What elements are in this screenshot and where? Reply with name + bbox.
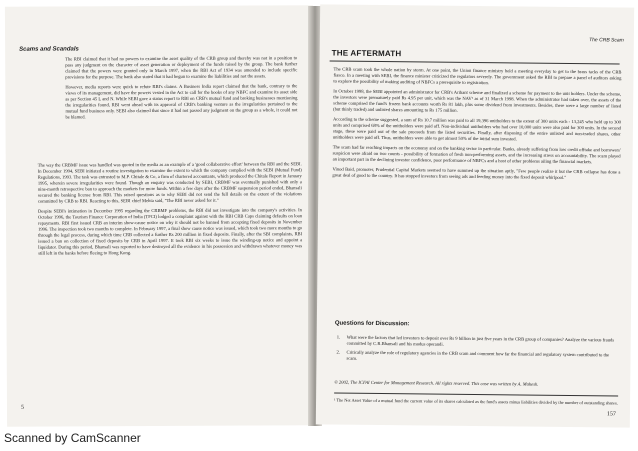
right-running-head: The CRB Scam bbox=[589, 37, 624, 44]
question-item bbox=[337, 335, 619, 350]
question-item bbox=[336, 350, 618, 365]
footnote: ¹ The Net Asset Value of a mutual fund the current value of its shares calculated as the fund's assets minus liabilities divided by the number of outstanding shares. bbox=[334, 397, 618, 406]
inset-paragraph: However, media reports were quick to refute RBI's claims. A Business India report claimed that the bank, contrary to the views of its management, did have the powers vested in the Act to call for the books of any NBFC and examine its asset side as per Section 45 L and N. While SEBI gave a status report to RBI on CRB's mutual fund and broking businesses mentioning the irregularities found, RBI went ahead with its approval of CRB's banking venture as the irregularities pertained to the mutual fund business only. SEBI also claimed that since it had not passed any judgment on the group as a whole, it could not be blamed. bbox=[65, 83, 298, 120]
body-paragraph: According to the scheme suggested, a sum of Rs 10.7 million was paid to all 19,396 unitholders to the extent of 300 units each - 13,245 who held up to 300 units and comprised 68% of the unitholders were paid off. Non-individual unitholders who had over 10,000 units were also paid for 300 units. In the second stage, these were paid out of the sale proceeds from the listed securities. Finally, after disposing of the entire unlisted and non-traded shares, other unitholders were paid off. Thus, unitholders were able to get almost 50% of the initial sum invested. bbox=[332, 116, 622, 142]
question-number: 2. bbox=[336, 349, 341, 355]
left-page-number: 5 bbox=[20, 404, 25, 411]
questions-list bbox=[336, 335, 618, 368]
scanner-watermark: Scanned by CamScanner bbox=[4, 431, 141, 445]
body-paragraph: Vinod Baid, promoter, Prudential Capital Markets seemed to have summed up the situation aptly, "Few people realize it but the CRB collapse has done a great deal of good to the country. It has stopped investors from seeing ads and feeding money into the fixed deposit whirlpool." bbox=[332, 166, 621, 180]
right-page bbox=[316, 4, 634, 427]
copyright-notice: © 2002, The ICFAI Center for Management Research. All rights reserved. This case was written by A. Mahesh. bbox=[334, 379, 539, 387]
right-page-number: 157 bbox=[606, 411, 616, 418]
question-text: Critically analyze the role of regulatory agencies in the CRB scam and comment how far the financial and regulatory system contributed to the scam. bbox=[346, 349, 610, 361]
title-rule bbox=[330, 60, 620, 64]
body-paragraph: The way the CRBMF issue was handled was quoted in the media as an example of a 'good collaborative effort' between the RBI and the SEBI. In December 1994, SEBI initiated a routine investigation to examine the extent to which the company complied with the SEBI (Mutual Fund) Regulations, 1993. The task was entrusted to M.P. Chitale & Co, a firm of chartered accountants, which produced the Chitale Report in January 1995, wherein severe irregularities were found. Though an enquiry was conducted by SEBI, CRBMF was eventually punished with only a nine-month retrospective ban to approach the markets for more funds. Within a few days after the CRBMF suspension period ended, Bhansali secured the banking license from RBI. This raised questions as to why SEBI did not send the full details on the extent of the violations committed by CRB to RBI. Reacting to this, SEBI chief Mehta said, "The RBI never asked for it." bbox=[37, 161, 302, 204]
body-paragraph: The scam had far reaching impacts on the economy and on the banking sector in particular. Banks, already suffering from low credit offtake and borrowers' suspicion were afraid on two counts - possibility of formation of fresh non-performing assets, and the increasing stress on accountability. The scam played an important part in the declining investor confidence, poor performance of NBFCs and a host of other problems ailing the financial markets. bbox=[332, 144, 621, 165]
left-body bbox=[38, 161, 303, 260]
footnote-rule bbox=[334, 393, 618, 397]
left-page bbox=[5, 5, 315, 427]
question-text: What were the factors that led investors to deposit over Rs 9 billion in just five years in the CRB group of companies? Analyze the various frauds committed by C.R.Bhansali and his modus operandi. bbox=[346, 334, 615, 347]
inset-paragraph: The RBI claimed that it had no powers to examine the asset quality of the CRB group and thereby was not in a position to pass any judgment on the character of asset generation or deployment of the funds raised by the group. The bank further claimed that the powers were granted only in March 1997, when the RBI Act of 1934 was amended to include specific provisions for the purpose. The bank also stated that it had begun to examine the liabilities and not the assets. bbox=[65, 55, 298, 80]
chapter-title: THE AFTERMATH bbox=[331, 48, 402, 59]
inset-box bbox=[65, 55, 297, 124]
body-paragraph: Despite SEBI's intimation in December 1995 regarding the CRBMF problems, the RBI did not investigate into the company's activities. In October 1996, the Tourism Finance Corporation of India (TFCI) lodged a complaint against with the RBI CRB Caps claiming defaults on loan repayments. RBI first issued CRB an interim show-cause notice on why it should not be banned from accepting fixed deposits in November 1996. The inspection took two months to complete. In February 1997, a final show cause notice was issued, which took two more months to go through the legal process, during which time CRB collected a further Rs 200 million in fixed deposits. Finally, after the SBI complaints, RBI issued a ban on collection of fixed deposits by CRB in April 1997. It took RBI six weeks to issue the winding-up notice and appoint a liquidator. During this period, Bhansali was reported to have destroyed all the evidence in his possession and withdrawn whatever money was still left in the banks before fleeing to Hong Kong. bbox=[37, 207, 303, 256]
body-paragraph: The CRB scam took the whole nation by storm. At one point, the Union finance ministry held a meeting everyday to get to the brass tacks of the CRB fiasco. In a meeting with SEBI, the finance minister criticized the regulators severely. The government asked the RBI to prepare a panel of auditors asking to explore the possibility of making auditing of NBFCs a prerequisite to registration. bbox=[333, 66, 622, 86]
questions-heading: Questions for Discussion: bbox=[334, 320, 410, 328]
right-body bbox=[332, 67, 621, 186]
body-paragraph: In October 1998, the SEBI appointed an administrator for CRB's Arihant scheme and finalized a scheme for payment to the unit holders. Under the scheme, the investors were prematurely paid Rs 4.95 per unit, which was the NAV¹ as of 31 March 1998. When the administrator had taken over, the assets of the scheme comprised the fund's frozen bank accounts worth Rs 81 lakh, plus some dividend from investments. Besides, there were a large number of listed (but thinly traded) and unlisted shares amounting to Rs 175 million. bbox=[333, 88, 622, 113]
left-running-head: Scams and Scandals bbox=[19, 46, 79, 53]
question-number: 1. bbox=[336, 334, 341, 340]
